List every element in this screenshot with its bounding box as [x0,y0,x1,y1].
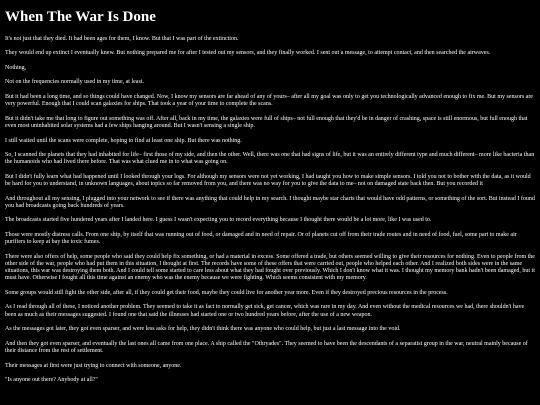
paragraph: "Is anyone out there? Anybody at all?" [5,376,98,383]
story-title: When The War Is Done [5,9,156,25]
paragraph: As the messages got later, they got even sparser, and were less asks for help, they didn't think there was anyone who could help, but just a last message into the void. [5,326,401,333]
paragraph: So, I scanned the planets that they had inhabited for life– first those of my side, and then the other. Well, there was one that had signs of life, but it was an entirely different type and much different– more like bacteria than the humanoids who had lived there before. That was what clued me in to what was going on. [5,151,535,166]
paragraph: But I didn't fully learn what had happened until I looked through your logs. For although my sensors were not yet working, I had taught you how to make simple sensors. I told you not to bother with the data, as it would be hard for you to understand, in unknown languages, about topics so far removed from you, and there was no way for you to give the data to me– not on damaged state back then. But you recorded it [5,173,531,188]
paragraph: As I read through all of these, I noticed another problem. They seemed to take it as fact to normally get sick, get cancer, which was rare in my day. And even without the medical resources we had, there shouldn't have been as much as their messages suggested. I found one that said the illnesses had started one or two hundred years before, after the use of a new weapon. [5,304,525,318]
paragraph: And throughout all my sensing, I plugged into your network to see if there was anything that could help in my search. I thought maybe star charts that would have odd patterns, or something of the sort. But instead I found you had broadcasts going back hundreds of years. [5,195,535,209]
paragraph: But it had been a long time, and so things could have changed. Now, I know my sensors are far ahead of any of yours– after all my goal was only to get you technologically advanced enough to fix me. But my sensors are very powerful. Enough that I could scan galaxies for ships. That took a year of your time to complete the scans. [5,93,533,108]
paragraph: There were also offers of help, some people who said they could help fix something, or had a material in excess. Some offered a trade, but others seemed willing to give their resources for nothing. Even to people from the other side of the war, people who had put them in this situation, I thought at first. The records have some of these offers that were carried out, people who helped each other. And I realized both sides were in the same situations, this war was destroying them both. And I could tell some started to care less about what they had fought over previously. Which I don't know what it was. I thought my memory bank hadn't been damaged, but it must have. Otherwise I fought all this time against an enemy who was the enemy because we were fighting. Which seems consistent with my memory. [5,253,535,282]
paragraph: It's not just that they died. It had been ages for them, I know. But that I was part of the extinction. [5,36,239,42]
paragraph: But it didn't take me that long to figure out something was off. After all, back in my time, the galaxies were full of ships– not full enough that they'd be in danger of crashing, space is still enormous, but full enough that even most uninhabited solar systems had a few ships hanging around. But I wasn't sensing a single ship. [5,115,528,130]
paragraph: Some groups would still fight the other side, after all, if they could get their food, maybe they could live for another year more. Even if they destroyed precious resources in the process. [5,289,448,296]
story-body [5,36,535,384]
paragraph: Their messages at first were just trying to connect with someone, anyone. [5,362,182,369]
paragraph: Those were mostly distress calls. From one ship, by itself that was running out of food, or damaged and in need of repair. Or of planets cut off from their trade routes and in need of food, fuel, some part to make air purifiers to keep at bay the toxic fumes. [5,231,517,246]
paragraph: I still waited until the scans were complete, hoping to find at least one ship. But there was nothing. [5,137,242,144]
paragraph: The broadcasts started five hundered years after I landed here. I guess I wasn't expecting you to record everything because I thought there would be a lot more, like I was used to. [5,217,432,224]
paragraph: Not on the frequencies normally used in my time, at least. [5,79,144,86]
paragraph: They would end up extinct I eventually knew. But nothing prepared me for after I tested out my sensors, and they finally worked. I sent out a message, to attempt contact, and then searched the airwaves. [5,50,491,57]
paragraph: Nothing, [5,64,27,71]
paragraph: And then they got even sparser, and eventually the last ones all came from one place. A ship called the "Othryades". They seemed to have been the descendants of a separatist group in the war, neutral mainly because of their distance from the rest of settlement. [5,340,528,355]
